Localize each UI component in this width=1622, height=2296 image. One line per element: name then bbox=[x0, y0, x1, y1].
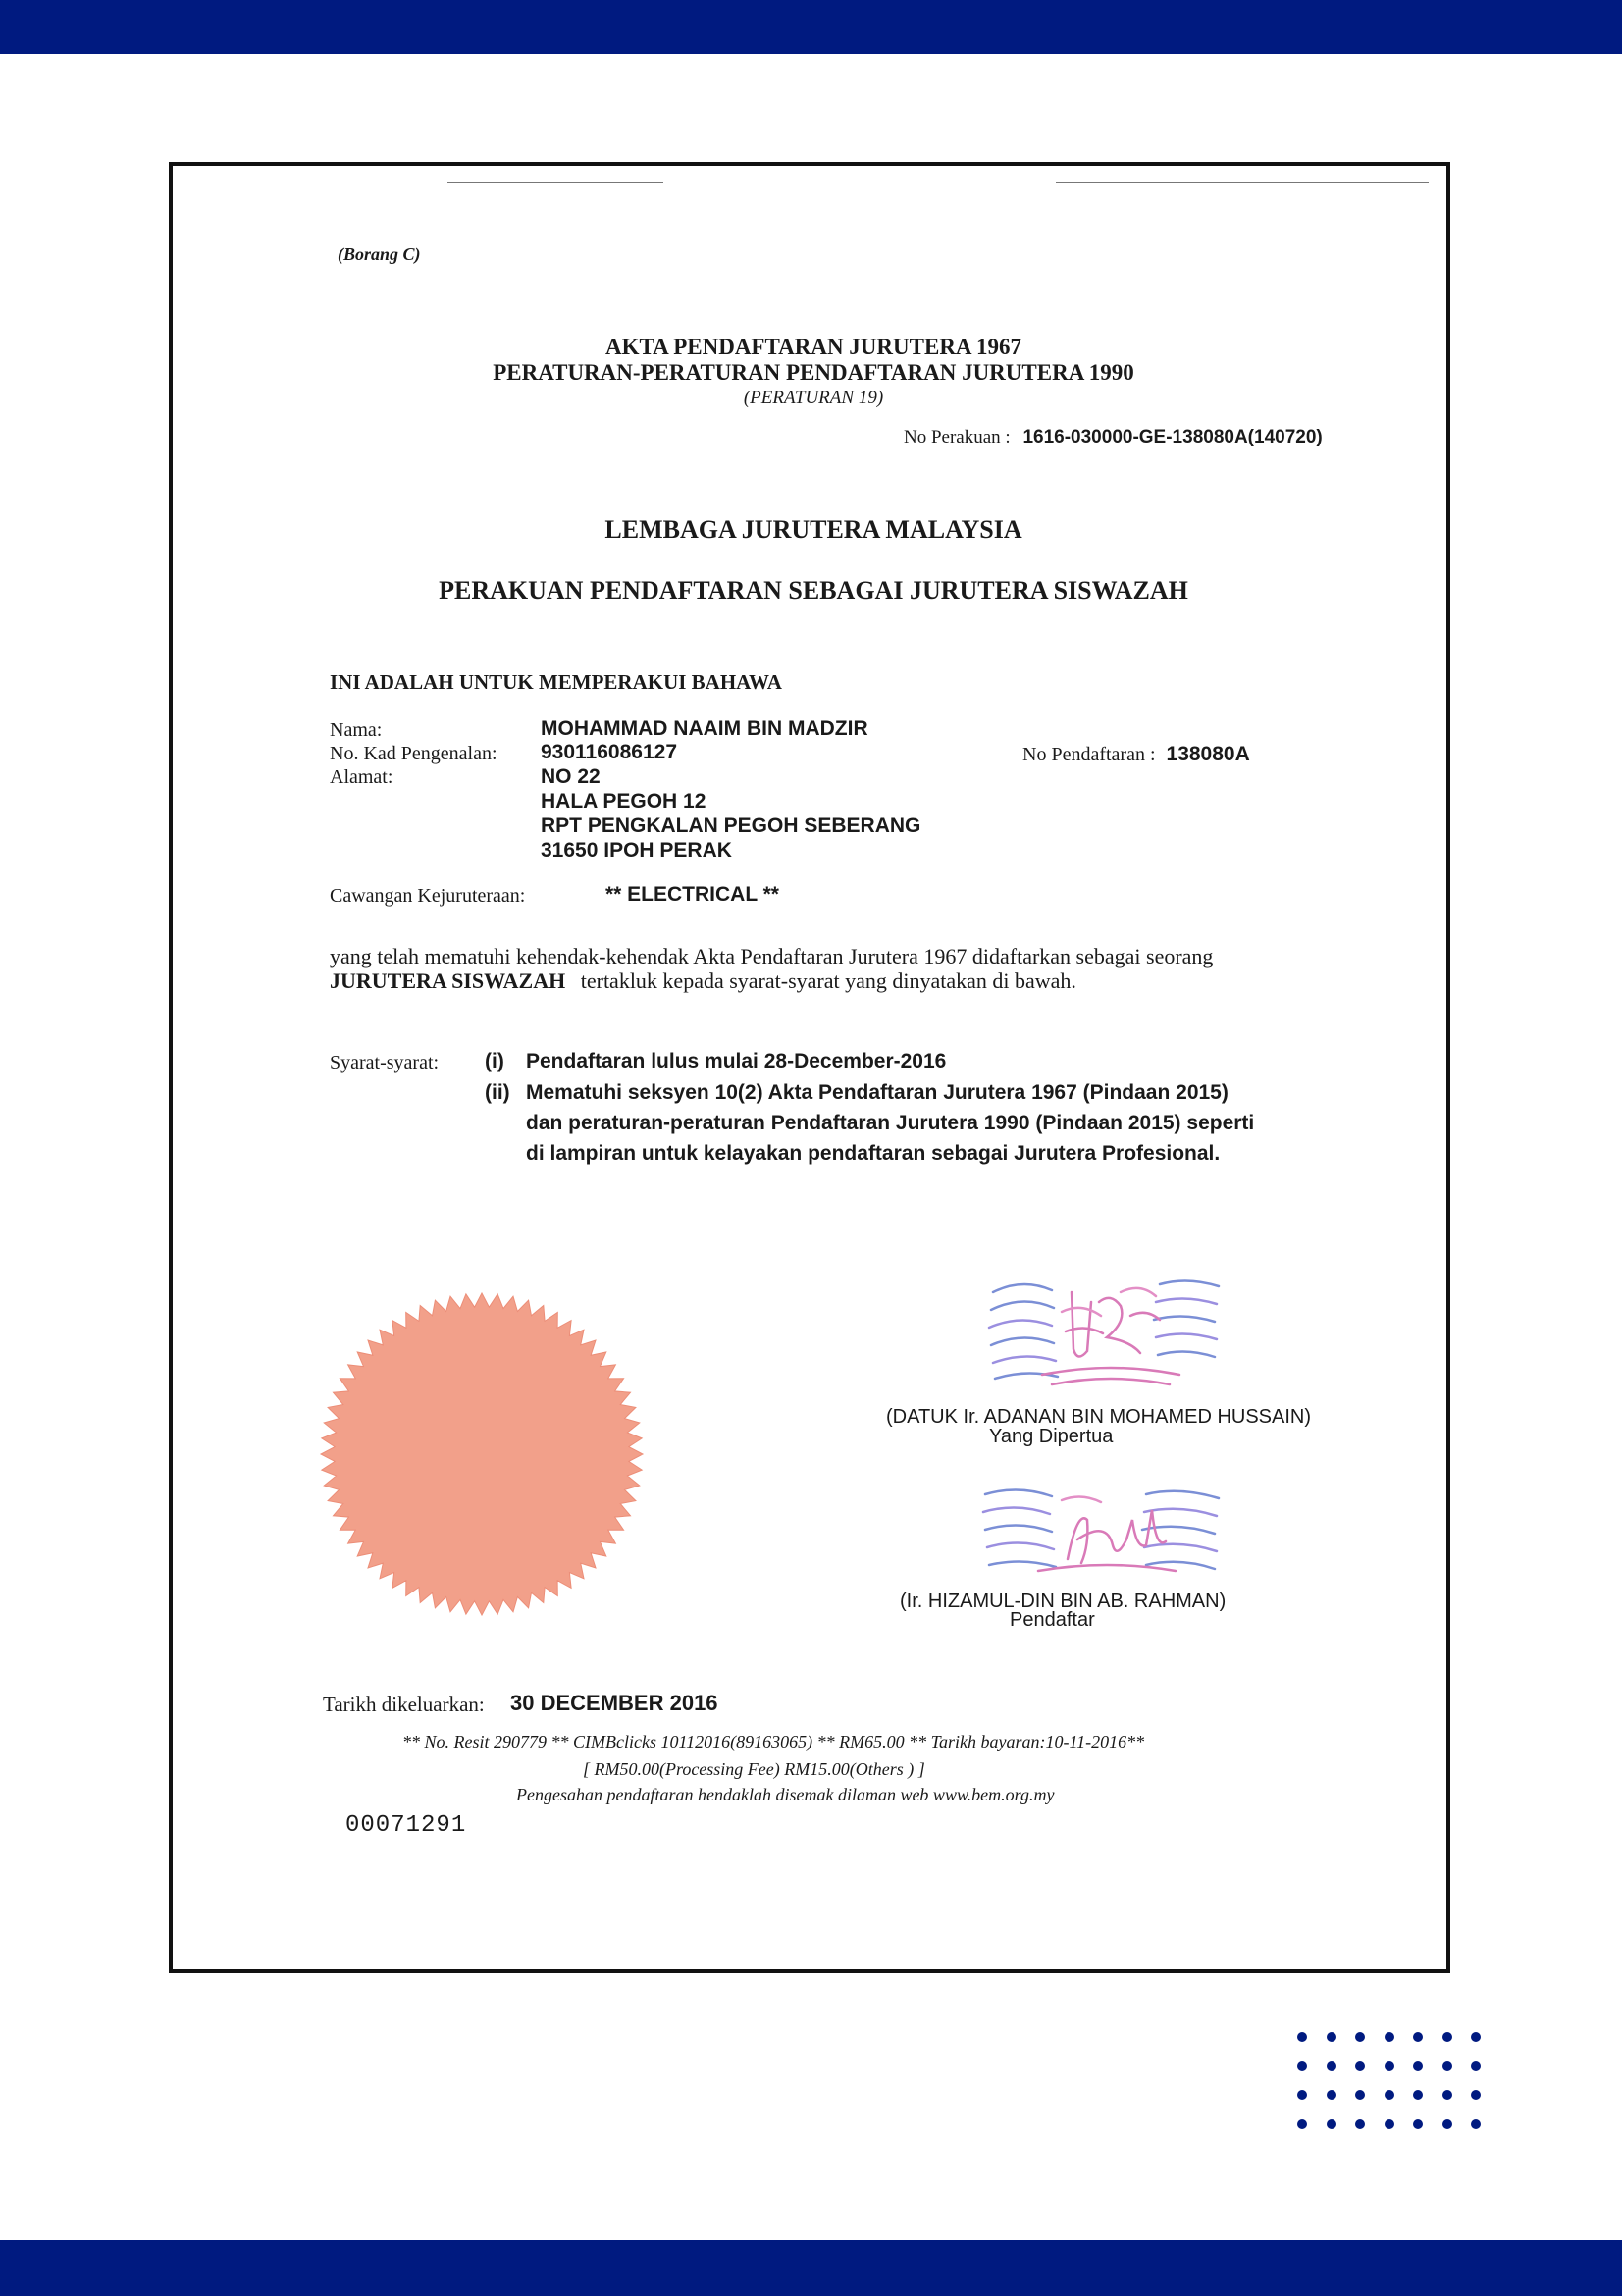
ic-label: No. Kad Pengenalan: bbox=[330, 743, 497, 764]
statement-title: JURUTERA SISWAZAH bbox=[330, 968, 566, 993]
decorative-dot bbox=[1385, 2119, 1394, 2129]
branch-value: ** ELECTRICAL ** bbox=[605, 883, 779, 906]
condition-text: dan peraturan-peraturan Pendaftaran Jurutera 1990 (Pindaan 2015) seperti bbox=[526, 1112, 1255, 1134]
decorative-dot bbox=[1385, 2032, 1394, 2042]
decorative-dot-grid bbox=[1297, 2032, 1493, 2130]
registration-number bbox=[1022, 743, 1250, 766]
decorative-dot bbox=[1413, 2061, 1423, 2071]
decorative-dot bbox=[1327, 2032, 1336, 2042]
decorative-dot bbox=[1385, 2061, 1394, 2071]
decorative-dot bbox=[1297, 2061, 1307, 2071]
decorative-dot bbox=[1327, 2061, 1336, 2071]
president-signature bbox=[983, 1273, 1229, 1390]
certify-heading: INI ADALAH UNTUK MEMPERAKUI BAHAWA bbox=[330, 670, 782, 694]
decorative-dot bbox=[1471, 2090, 1481, 2100]
certificate-number-value: 1616-030000-GE-138080A(140720) bbox=[1022, 427, 1323, 447]
decorative-dot bbox=[1413, 2032, 1423, 2042]
decorative-dot bbox=[1297, 2119, 1307, 2129]
statement-rest: tertakluk kepada syarat-syarat yang dinyatakan di bawah. bbox=[580, 968, 1076, 993]
condition-text: Pendaftaran lulus mulai 28-December-2016 bbox=[526, 1050, 947, 1072]
branch-label: Cawangan Kejuruteraan: bbox=[330, 885, 526, 907]
registrar-name: (Ir. HIZAMUL-DIN BIN AB. RAHMAN) bbox=[900, 1591, 1227, 1612]
conditions-label: Syarat-syarat: bbox=[330, 1052, 440, 1073]
address-line: HALA PEGOH 12 bbox=[541, 790, 706, 812]
decorative-dot bbox=[1297, 2032, 1307, 2042]
address-line: NO 22 bbox=[541, 765, 601, 788]
condition-marker: (i) bbox=[485, 1050, 504, 1072]
statement-line bbox=[330, 968, 1076, 994]
address-line: 31650 IPOH PERAK bbox=[541, 839, 732, 861]
condition-text: di lampiran untuk kelayakan pendaftaran sebagai Jurutera Profesional. bbox=[526, 1142, 1221, 1165]
decorative-dot bbox=[1355, 2090, 1365, 2100]
name-label: Nama: bbox=[330, 719, 383, 741]
scan-artifact bbox=[1056, 182, 1429, 183]
decorative-dot bbox=[1413, 2119, 1423, 2129]
address-line: RPT PENGKALAN PEGOH SEBERANG bbox=[541, 814, 921, 837]
decorative-dot bbox=[1327, 2119, 1336, 2129]
decorative-dot bbox=[1327, 2090, 1336, 2100]
decorative-dot bbox=[1471, 2061, 1481, 2071]
decorative-dot bbox=[1471, 2119, 1481, 2129]
verification-line: Pengesahan pendaftaran hendaklah disemak dilaman web www.bem.org.my bbox=[516, 1785, 1055, 1804]
president-name: (DATUK Ir. ADANAN BIN MOHAMED HUSSAIN) bbox=[886, 1406, 1312, 1428]
issue-date-value: 30 DECEMBER 2016 bbox=[510, 1691, 718, 1715]
fee-line: [ RM50.00(Processing Fee) RM15.00(Others ) ] bbox=[583, 1759, 925, 1779]
official-seal bbox=[318, 1290, 646, 1618]
scan-artifact bbox=[447, 182, 663, 183]
condition-marker: (ii) bbox=[485, 1081, 510, 1104]
regulation-ref: (PERATURAN 19) bbox=[743, 388, 884, 408]
registrar-title: Pendaftar bbox=[1010, 1609, 1095, 1631]
receipt-line: ** No. Resit 290779 ** CIMBclicks 10112016(89163065) ** RM65.00 ** Tarikh bayaran:10-11-2016** bbox=[402, 1732, 1145, 1751]
decorative-dot bbox=[1442, 2090, 1452, 2100]
decorative-dot bbox=[1355, 2061, 1365, 2071]
serial-number: 00071291 bbox=[345, 1812, 467, 1839]
regulations-title: PERATURAN-PERATURAN PENDAFTARAN JURUTERA 1990 bbox=[493, 360, 1134, 385]
decorative-dot bbox=[1442, 2119, 1452, 2129]
certificate-number bbox=[904, 427, 1323, 448]
decorative-dot bbox=[1471, 2032, 1481, 2042]
address-label: Alamat: bbox=[330, 766, 393, 788]
decorative-dot bbox=[1385, 2090, 1394, 2100]
act-title: AKTA PENDAFTARAN JURUTERA 1967 bbox=[604, 335, 1022, 359]
board-name: LEMBAGA JURUTERA MALAYSIA bbox=[604, 515, 1022, 544]
decorative-dot bbox=[1413, 2090, 1423, 2100]
name-value: MOHAMMAD NAAIM BIN MADZIR bbox=[541, 717, 868, 740]
decorative-dot bbox=[1355, 2119, 1365, 2129]
registration-number-label: No Pendaftaran : bbox=[1022, 744, 1156, 765]
decorative-dot bbox=[1442, 2032, 1452, 2042]
top-banner bbox=[0, 0, 1622, 54]
certificate-number-label: No Perakuan : bbox=[904, 427, 1011, 447]
form-label: (Borang C) bbox=[338, 244, 421, 264]
decorative-dot bbox=[1297, 2090, 1307, 2100]
certificate-frame bbox=[169, 162, 1450, 1973]
registration-number-value: 138080A bbox=[1166, 743, 1250, 765]
ic-value: 930116086127 bbox=[541, 741, 677, 763]
certificate-title: PERAKUAN PENDAFTARAN SEBAGAI JURUTERA SISWAZAH bbox=[439, 576, 1188, 604]
decorative-dot bbox=[1355, 2032, 1365, 2042]
decorative-dot bbox=[1442, 2061, 1452, 2071]
statement-line: yang telah mematuhi kehendak-kehendak Akta Pendaftaran Jurutera 1967 didaftarkan sebagai seorang bbox=[330, 944, 1214, 968]
issue-date-label: Tarikh dikeluarkan: bbox=[323, 1693, 485, 1716]
bottom-banner bbox=[0, 2240, 1622, 2296]
condition-text: Mematuhi seksyen 10(2) Akta Pendaftaran Jurutera 1967 (Pindaan 2015) bbox=[526, 1081, 1229, 1104]
registrar-signature bbox=[979, 1481, 1225, 1579]
president-title: Yang Dipertua bbox=[989, 1426, 1114, 1447]
